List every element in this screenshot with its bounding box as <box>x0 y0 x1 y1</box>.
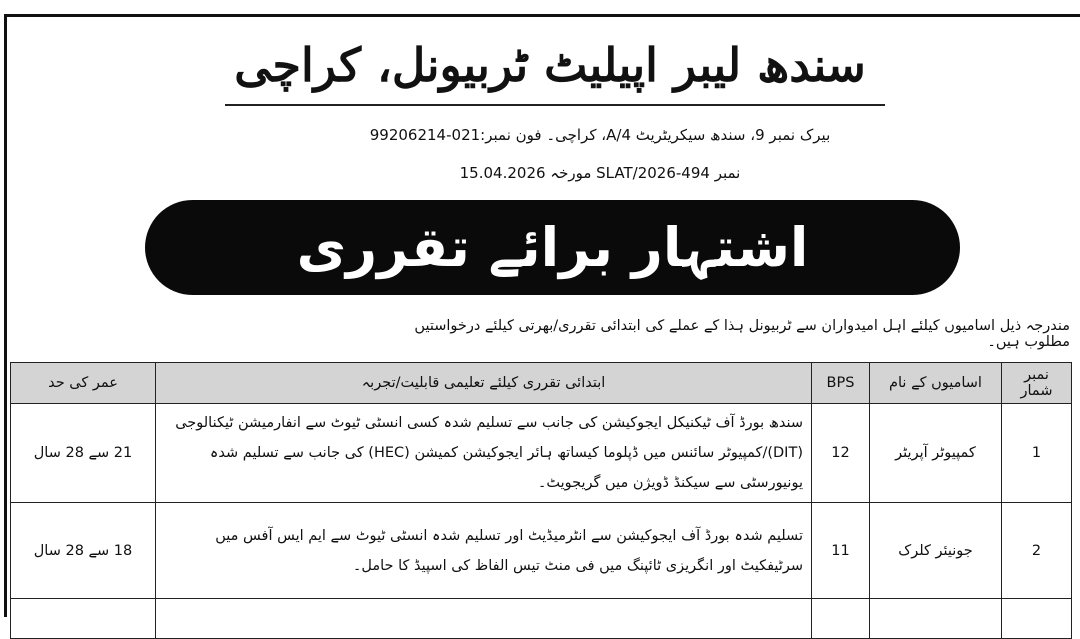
advertisement-banner: اشتہار برائے تقرری <box>145 200 960 295</box>
table-row <box>11 503 1072 599</box>
reference-line: نمبر SLAT/2026-494 مورخہ 15.04.2026 <box>459 164 741 182</box>
table-row-partial <box>11 599 1072 639</box>
post-cell: کمپیوٹر آپریٹر <box>870 404 1002 503</box>
header-post: اسامیوں کے نام <box>870 363 1002 404</box>
title-underline <box>225 104 885 106</box>
header-bps: BPS <box>812 363 870 404</box>
bps-cell: 12 <box>812 404 870 503</box>
intro-text: مندرجہ ذیل اسامیوں کیلئے اہل امیدواران سے ٹربیونل ہذا کے عملے کی ابتدائی تقرری/بھرتی کیلئے درخواستیں مطلوب ہیں۔ <box>414 318 1070 350</box>
age-cell: 18 سے 28 سال <box>11 503 156 599</box>
bps-cell: 11 <box>812 503 870 599</box>
post-cell: جونیئر کلرک <box>870 503 1002 599</box>
age-cell: 21 سے 28 سال <box>11 404 156 503</box>
table-header-row <box>11 363 1072 404</box>
qualification-cell: تسلیم شدہ بورڈ آف ایجوکیشن سے انٹرمیڈیٹ اور تسلیم شدہ انسٹی ٹیوٹ سے ایم ایس آفس میں سرٹیفکیٹ اور انگریزی ٹائپنگ میں فی منٹ تیس الفاظ کی اسپیڈ کا حامل۔ <box>156 503 812 599</box>
positions-table <box>10 362 1072 639</box>
page-title: سندھ لیبر اپیلیٹ ٹربیونل، کراچی <box>234 38 866 92</box>
table-row <box>11 404 1072 503</box>
header-age: عمر کی حد <box>11 363 156 404</box>
serial-cell: 2 <box>1002 503 1072 599</box>
address-line: بیرک نمبر 9، سندھ سیکریٹریٹ 4/A، کراچی۔ فون نمبر:021-99206214 <box>369 126 831 144</box>
header-qualification: ابتدائی تقرری کیلئے تعلیمی قابلیت/تجربہ <box>156 363 812 404</box>
serial-cell: 1 <box>1002 404 1072 503</box>
header-serial: نمبر شمار <box>1002 363 1072 404</box>
qualification-cell: سندھ بورڈ آف ٹیکنیکل ایجوکیشن کی جانب سے تسلیم شدہ کسی انسٹی ٹیوٹ سے انفارمیشن ٹیکنالوجی (DIT)/کمپیوٹر سائنس میں ڈپلوما کیساتھ ہائر ایجوکیشن کمیشن (HEC) کی جانب سے تسلیم شدہ یونیورسٹی سے سیکنڈ ڈویژن میں گریجویٹ۔ <box>156 404 812 503</box>
